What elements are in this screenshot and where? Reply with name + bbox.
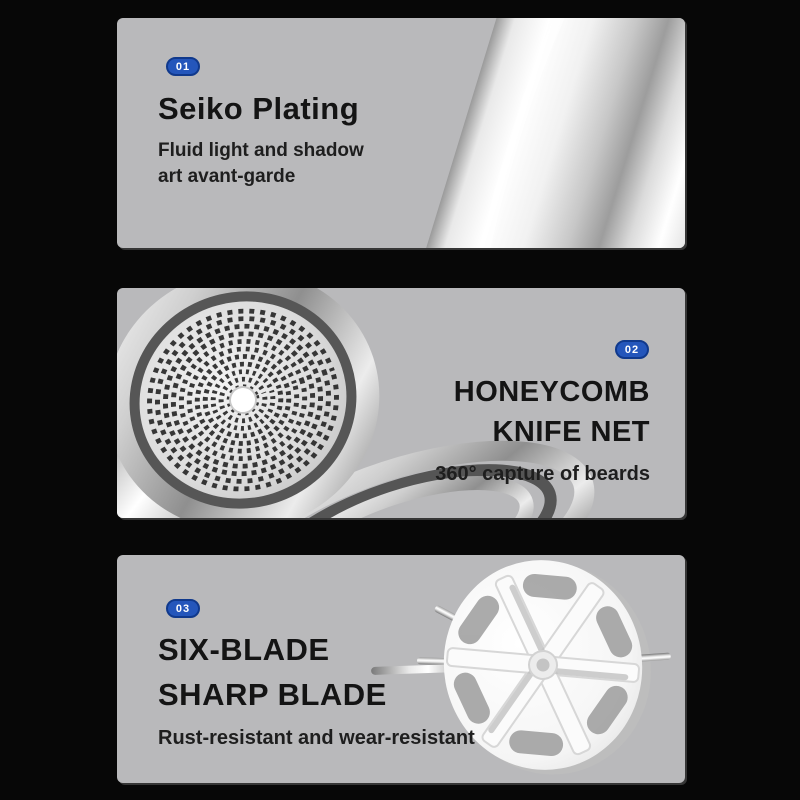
panel-subtitle: Fluid light and shadow bbox=[158, 140, 364, 161]
feature-panel-plating bbox=[117, 18, 685, 248]
panel-text-plating bbox=[158, 92, 364, 190]
panel-title: Seiko Plating bbox=[158, 91, 360, 126]
panel-title: SHARP BLADE bbox=[158, 677, 387, 712]
panel-subtitle: 360° capture of beards bbox=[435, 463, 650, 485]
panel-subtitle: art avant-garde bbox=[158, 166, 296, 187]
feature-panel-honeycomb bbox=[117, 288, 685, 518]
step-badge: 02 bbox=[615, 340, 649, 359]
panel-title: SIX-BLADE bbox=[158, 632, 330, 667]
feature-panel-blade bbox=[117, 555, 685, 783]
step-badge: 03 bbox=[166, 599, 200, 618]
panel-title: HONEYCOMB bbox=[453, 376, 650, 408]
panel-subtitle: Rust-resistant and wear-resistant bbox=[158, 727, 475, 749]
panel-text-blade bbox=[158, 627, 475, 751]
panel-title: KNIFE NET bbox=[492, 416, 650, 448]
step-badge: 01 bbox=[166, 57, 200, 76]
panel-text-honeycomb bbox=[435, 372, 650, 487]
